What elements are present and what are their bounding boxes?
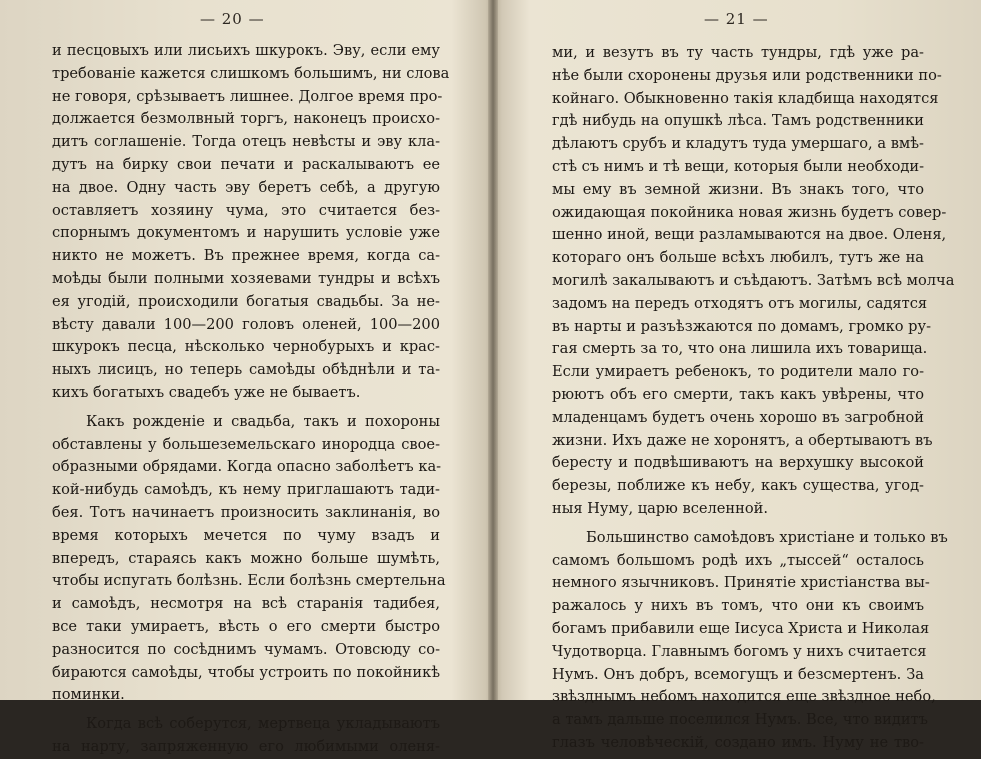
text-line: чтобы испугать болѣзнь. Если болѣзнь смертельна (52, 572, 446, 590)
text-line: обставлены у большеземельскаго инородца свое- (52, 435, 440, 453)
text-line: Чудотворца. Главнымъ богомъ у нихъ считается (552, 642, 927, 660)
left-page-number: — 20 — (200, 10, 265, 28)
text-line: самомъ большомъ родѣ ихъ „тыссей“ осталось (552, 551, 924, 569)
left-page-text (52, 40, 450, 759)
left-page (0, 0, 490, 755)
text-line: кой-нибудь самоѣдъ, къ нему приглашаютъ тади- (52, 481, 440, 499)
text-line: шенно иной, вещи разламываются на двое. Оленя, (552, 226, 947, 244)
text-line: никто не можетъ. Въ прежнее время, когда са- (52, 247, 440, 265)
text-line: ныя Нуму, царю вселенной. (552, 499, 769, 517)
text-line: все таки умираетъ, вѣсть о его смерти быстро (52, 617, 440, 635)
text-line: немного язычниковъ. Принятіе христіанства вы- (552, 574, 930, 592)
text-line: нѣе были схоронены друзья или родственники по- (552, 66, 942, 84)
text-line: глазъ человѣческій, создано имъ. Нуму не тво- (552, 733, 924, 751)
text-line: дѣлаютъ срубъ и кладутъ туда умершаго, а вмѣ- (552, 135, 924, 153)
text-line: дитъ соглашеніе. Тогда отецъ невѣсты и эву кла- (52, 133, 440, 151)
text-line: мы ему въ земной жизни. Въ знакъ того, что (552, 180, 924, 198)
text-line: ныхъ лисицъ, но теперь самоѣды обѣднѣли и та- (52, 361, 440, 379)
text-line: спорнымъ документомъ и нарушить условіе уже (52, 224, 440, 242)
text-line: рюютъ объ его смерти, такъ какъ увѣрены, что (552, 385, 924, 403)
text-line: поминки. (52, 686, 125, 704)
text-line: ея угодій, происходили богатыя свадьбы. За не- (52, 292, 440, 310)
text-line: задомъ на передъ отходятъ отъ могилы, садятся (552, 294, 928, 312)
text-line: гдѣ нибудь на опушкѣ лѣса. Тамъ родственники (552, 112, 924, 130)
text-line: богамъ прибавили еще Іисуса Христа и Николая (552, 619, 930, 637)
text-line: шкурокъ песца, нѣсколько чернобурыхъ и крас- (52, 338, 440, 356)
text-line: березы, поближе къ небу, какъ существа, угод- (552, 477, 924, 495)
text-line: время которыхъ мечется по чуму взадъ и (52, 526, 440, 544)
text-line: звѣзднымъ небомъ находится еще звѣздное небо, (552, 688, 936, 706)
text-line: койнаго. Обыкновенно такія кладбища находятся (552, 89, 939, 107)
right-page-text (552, 42, 955, 755)
text-line: образными обрядами. Когда опасно заболѣетъ ка- (52, 458, 442, 476)
text-line: не говоря, срѣзываетъ лишнее. Долгое время про- (52, 87, 443, 105)
text-line: Большинство самоѣдовъ христіане и только въ (586, 528, 948, 546)
text-line: моѣды были полными хозяевами тундры и всѣхъ (52, 269, 440, 287)
text-line: въ нарты и разъѣзжаются по домамъ, громко ру- (552, 317, 931, 335)
text-line: бересту и подвѣшиваютъ на верхушку высокой (552, 454, 924, 472)
right-page-number: — 21 — (704, 10, 769, 28)
text-line: оставляетъ хозяину чума, это считается без- (52, 201, 440, 219)
text-line: ражалось у нихъ въ томъ, что они къ своимъ (552, 597, 924, 615)
text-line: гая смерть за то, что она лишила ихъ товарища. (552, 340, 928, 358)
text-line: впередъ, стараясь какъ можно больше шумѣть, (52, 549, 440, 567)
text-line: и самоѣдъ, несмотря на всѣ старанія тадибея, (52, 595, 440, 613)
text-line: ми, и везутъ въ ту часть тундры, гдѣ уже ра- (552, 44, 924, 61)
text-line: вѣсту давали 100—200 головъ оленей, 100—200 (52, 315, 440, 333)
text-line: бея. Тотъ начинаетъ произносить заклинанія, во (52, 503, 440, 521)
text-line: ожидающая покойника новая жизнь будетъ совер- (552, 203, 947, 221)
text-line: бираются самоѣды, чтобы устроить по покойникѣ (52, 663, 440, 681)
text-line: жизни. Ихъ даже не хоронятъ, а обертываютъ въ (552, 431, 933, 449)
text-line: Нумъ. Онъ добръ, всемогущъ и безсмертенъ. За (552, 665, 924, 683)
text-line: Когда всѣ соберутся, мертвеца укладываютъ (86, 715, 440, 733)
text-line: стѣ съ нимъ и тѣ вещи, которыя были необходи- (552, 157, 925, 175)
text-line: требованіе кажется слишкомъ большимъ, ни слова (52, 64, 450, 82)
text-line: младенцамъ будетъ очень хорошо въ загробной (552, 408, 924, 426)
text-line: дутъ на бирку свои печати и раскалываютъ ее (52, 155, 440, 173)
text-line: Если умираетъ ребенокъ, то родители мало го- (552, 363, 924, 381)
text-line: а тамъ дальше поселился Нумъ. Все, что видитъ (552, 711, 928, 729)
right-page (494, 0, 981, 751)
text-line: и песцовыхъ или лисьихъ шкурокъ. Эву, если ему (52, 42, 440, 59)
text-line: могилѣ закалываютъ и съѣдаютъ. Затѣмъ всѣ молча (552, 271, 955, 289)
text-line: на двое. Одну часть эву беретъ себѣ, а другую (52, 178, 440, 196)
text-line: на нарту, запряженную его любимыми оленя- (52, 737, 440, 755)
text-line: котораго онъ больше всѣхъ любилъ, тутъ же на (552, 249, 924, 267)
text-line: разносится по сосѣднимъ чумамъ. Отовсюду со- (52, 640, 440, 658)
text-line: должается безмолвный торгъ, наконецъ происхо- (52, 110, 440, 128)
text-line: кихъ богатыхъ свадебъ уже не бываетъ. (52, 383, 361, 401)
text-line: Какъ рожденіе и свадьба, такъ и похороны (86, 412, 440, 430)
